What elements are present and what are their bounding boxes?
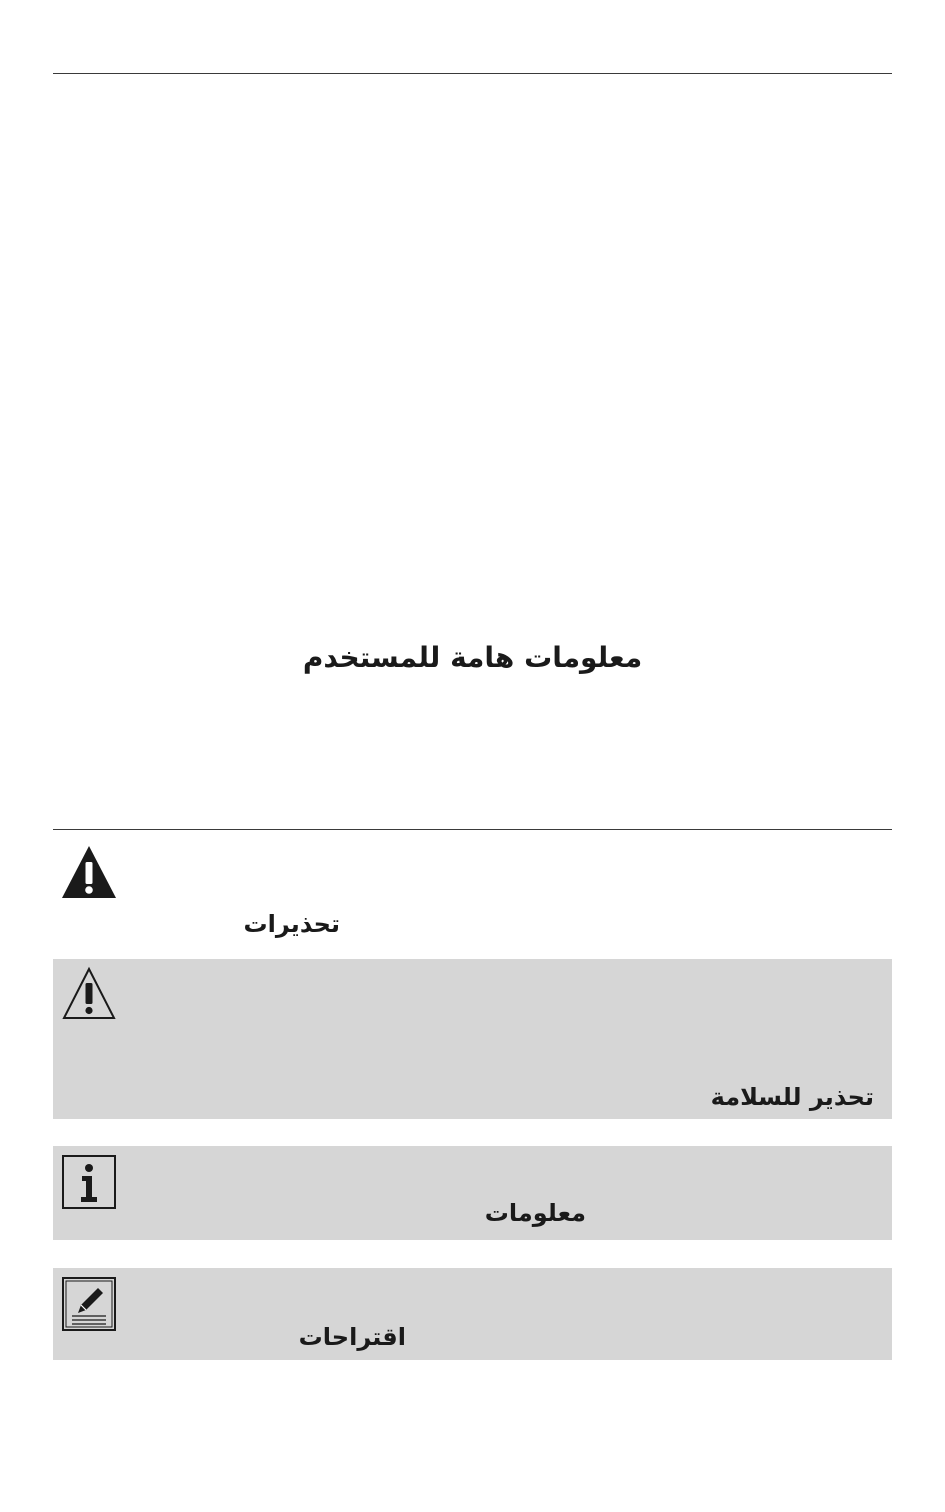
info-icon xyxy=(62,1155,116,1209)
top-divider xyxy=(53,73,892,74)
page-title: معلومات هامة للمستخدم xyxy=(302,641,643,674)
tips-label: اقتراحات xyxy=(298,1323,406,1351)
info-panel xyxy=(53,1146,892,1240)
warning-triangle-filled-icon xyxy=(61,845,117,899)
safety-warning-label: تحذير للسلامة xyxy=(710,1083,874,1111)
pencil-note-icon xyxy=(62,1277,116,1331)
info-label: معلومات xyxy=(484,1199,586,1227)
section-divider xyxy=(53,829,892,830)
safety-warning-panel xyxy=(53,959,892,1119)
tips-panel xyxy=(53,1268,892,1360)
warnings-label: تحذيرات xyxy=(243,910,340,938)
warning-triangle-outline-icon xyxy=(62,966,116,1020)
